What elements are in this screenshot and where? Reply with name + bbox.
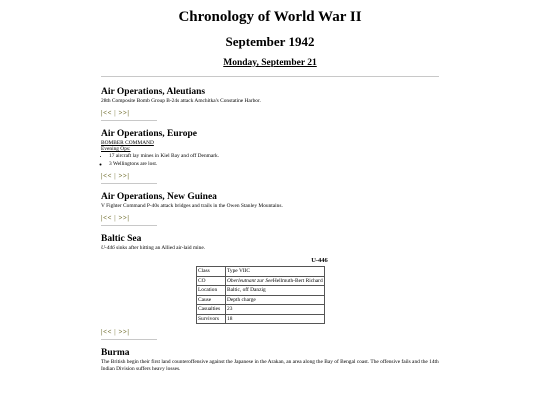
nav-divider: | [114, 171, 117, 180]
table-value [226, 276, 325, 286]
table-caption: U-446 [311, 257, 328, 265]
evening-ops-label: Evening Ops: [101, 146, 131, 153]
section-title: Air Operations, Europe [101, 128, 197, 139]
table-value: Type VIIC [226, 267, 325, 277]
list-item: • 17 aircraft lay mines in Kiel Bay and off Denmark. [109, 153, 446, 160]
table-key: Location [197, 286, 226, 296]
page-subtitle: September 1942 [225, 34, 315, 49]
nav-divider: | [114, 328, 117, 337]
section-title: Air Operations, Aleutians [101, 87, 206, 97]
top-divider [101, 76, 439, 77]
section-new-guinea [101, 192, 446, 226]
page-title: Chronology of World War II [178, 9, 362, 25]
next-link[interactable]: >>| [118, 328, 130, 337]
section-text: V Fighter Command P-40s attack bridges and trails in the Owen Stanley Mountains. [101, 202, 283, 209]
table-key: Casualties [197, 305, 226, 315]
section-title: Baltic Sea [101, 233, 142, 244]
next-link[interactable]: >>| [118, 171, 130, 180]
table-row [197, 314, 325, 324]
prev-link[interactable]: |<< [101, 108, 113, 117]
uboat-name: U-446 [101, 244, 115, 251]
table-row [197, 305, 325, 315]
section-aleutians [101, 87, 446, 121]
content [101, 87, 446, 372]
nav-links [101, 172, 446, 180]
table-key: Class [197, 267, 226, 277]
nav-divider: | [114, 108, 117, 117]
table-row [197, 276, 325, 286]
next-link[interactable]: >>| [118, 213, 130, 222]
table-value: 18 [226, 314, 325, 324]
section-baltic [101, 234, 446, 341]
rank-text: Oberleutnant zur See [227, 277, 273, 284]
table-key: CO [197, 276, 226, 286]
nav-links [101, 214, 446, 222]
prev-link[interactable]: |<< [101, 328, 113, 337]
ops-list [101, 153, 446, 168]
table-value: Depth charge [226, 295, 325, 305]
table-key: Cause [197, 295, 226, 305]
co-name: Hellmuth-Bert Richard [272, 277, 323, 284]
date-heading: Monday, September 21 [223, 58, 317, 68]
section-burma [101, 348, 446, 372]
section-title: Air Operations, New Guinea [101, 191, 217, 202]
prev-link[interactable]: |<< [101, 213, 113, 222]
nav-divider: | [114, 213, 117, 222]
nav-links [101, 328, 446, 336]
bomber-command-label: BOMBER COMMAND [101, 139, 154, 146]
prev-link[interactable]: |<< [101, 171, 113, 180]
section-text: The British begin their first land counteroffensive against the Japanese in the Arakan, an area along the Bay of Bengal coast. The offensive fails and the 14th Indian Division suffers heavy losses. [101, 359, 439, 372]
table-row [197, 295, 325, 305]
table-value: 23 [226, 305, 325, 315]
section-text [101, 245, 446, 252]
section-text: 28th Composite Bomb Group B-24s attack Amchitka's Constatine Harbor. [101, 98, 261, 104]
next-link[interactable]: >>| [118, 108, 130, 117]
table-value: Baltic, off Danzig [226, 286, 325, 296]
table-row [197, 267, 325, 277]
uboat-table-wrap [196, 257, 443, 324]
nav-links [101, 109, 446, 117]
table-key: Survivors [197, 314, 226, 324]
section-europe [101, 129, 446, 184]
section-text-rest: sinks after hitting an Allied air-laid mine. [114, 244, 206, 251]
section-title: Burma [101, 348, 130, 359]
uboat-table [196, 266, 325, 324]
table-row [197, 286, 325, 296]
list-item: ◦ 3 Wellingtons are lost. [109, 161, 446, 168]
